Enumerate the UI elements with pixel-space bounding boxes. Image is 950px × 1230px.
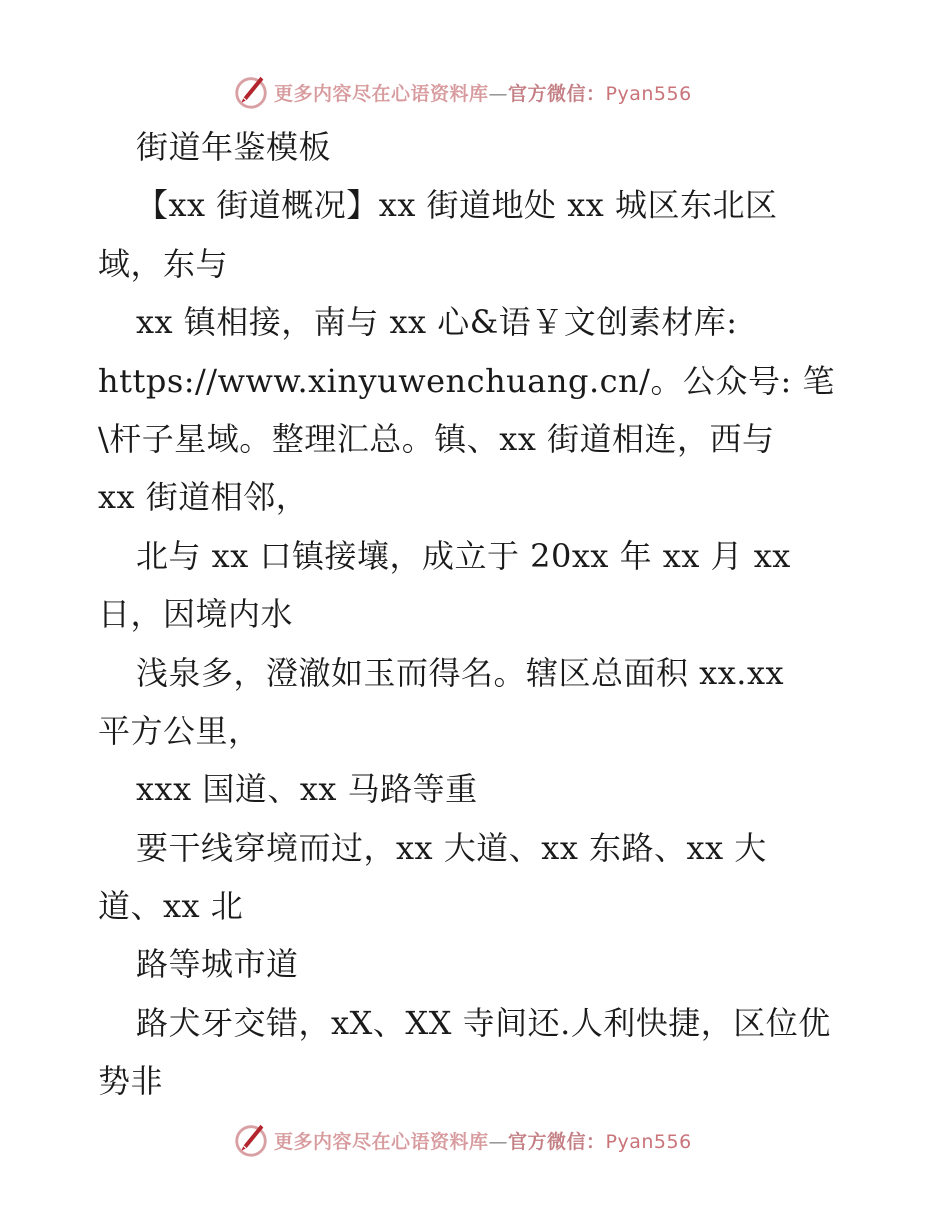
watermark-main: 更多内容尽在心语资料库 (274, 82, 489, 105)
watermark-text (274, 79, 692, 106)
text-line: 要干线穿境而过，xx 大道、xx 东路、xx 大 (136, 828, 767, 867)
quill-logo-icon (232, 73, 270, 111)
watermark-contact-label: 官方微信： (508, 82, 606, 105)
watermark-handle: Pyan556 (605, 82, 692, 105)
watermark-handle: Pyan556 (605, 1130, 692, 1153)
text-line: 浅泉多，澄澈如玉而得名。辖区总面积 xx.xx (136, 653, 785, 692)
watermark-text (274, 1127, 692, 1154)
text-line: xx 镇相接，南与 xx 心&语￥文创素材库: (136, 303, 738, 342)
text-line: 路等城市道 (136, 945, 299, 984)
quill-logo-icon (232, 1121, 270, 1159)
text-line: \杆子星域。整理汇总。镇、xx 街道相连，西与 (98, 419, 775, 458)
text-line: https://www.xinyuwenchuang.cn/。公众号: 笔 (98, 361, 835, 400)
watermark-contact-label: 官方微信： (508, 1130, 606, 1153)
document-title: 街道年鉴模板 (136, 128, 332, 166)
text-line: 日，因境内水 (98, 595, 294, 634)
text-line: xx 街道相邻， (98, 478, 309, 517)
text-line: xxx 国道、xx 马路等重 (136, 770, 478, 809)
text-line: 北与 xx 口镇接壤，成立于 20xx 年 xx 月 xx (136, 536, 791, 575)
watermark-separator: — (488, 82, 509, 105)
watermark-separator: — (488, 1130, 509, 1153)
watermark-main: 更多内容尽在心语资料库 (274, 1130, 489, 1153)
footer-watermark (232, 1120, 692, 1160)
text-line: 域，东与 (98, 244, 229, 283)
header-watermark (232, 72, 692, 112)
text-line: 【xx 街道概况】xx 街道地处 xx 城区东北区 (136, 186, 778, 225)
text-line: 路犬牙交错，xX、XX 寺间还.人利快捷，区位优 (136, 1003, 831, 1042)
text-line: 平方公里， (98, 711, 261, 750)
text-line: 道、xx 北 (98, 887, 244, 926)
document-body (98, 118, 858, 1111)
text-line: 势非 (98, 1062, 164, 1101)
